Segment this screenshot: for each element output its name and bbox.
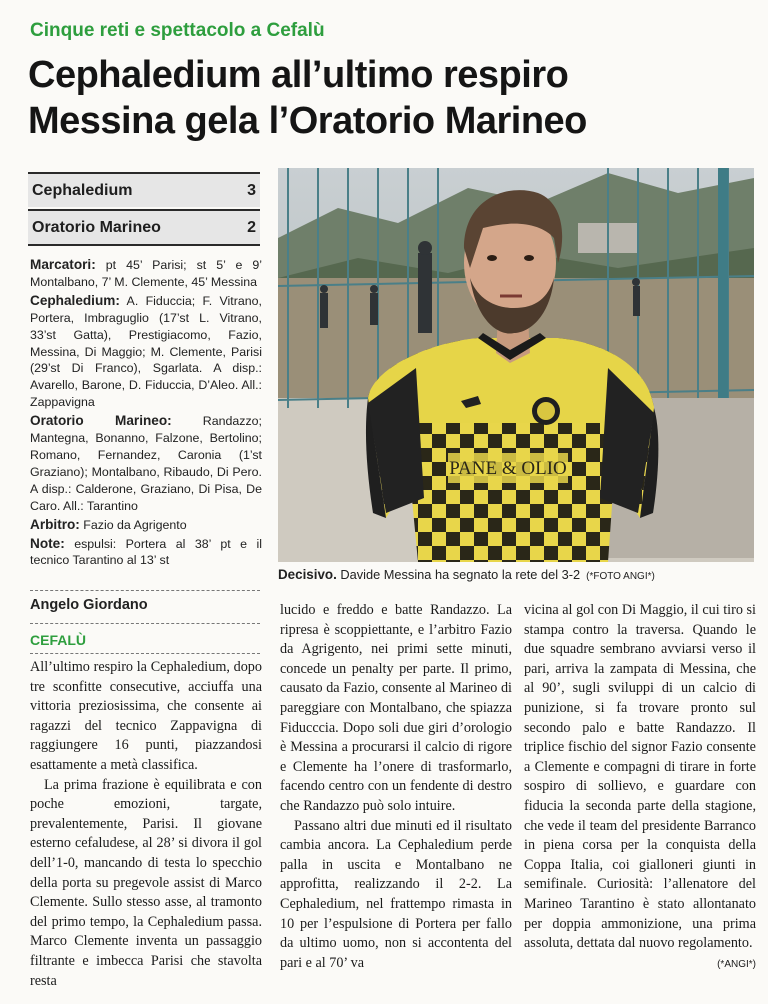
away-lineup-text: Randazzo; Mantegna, Bonanno, Falzone, Bertolino; Romano, Fernandez, Caronia (1’st Graziano); Montalbano, Ribaudo, Di Pero. A disp.: Calderone, Graziano, Di Pisa, De Caro. All.: Tarantino — [30, 414, 262, 513]
notes-text: espulsi: Portera al 38’ pt e il tecnico Tarantino al 13’ st — [30, 536, 262, 568]
divider — [30, 653, 260, 654]
paragraph: La prima frazione è equilibrata e con poche emozioni, targate, prevalentemente, Parisi. Il giovane esterno cefaludese, al 28’ si divora il gol dell’1-0, mancando di testa lo specchio della porta su pregevole assist di Marco Clemente. Sullo stesso asse, al tramonto del primo tempo, la Cephaledium passa. Marco Clemente inventa un passaggio filtrante e imbecca Parisi che stavolta resta — [30, 776, 262, 989]
referee-text: Fazio da Agrigento — [79, 517, 187, 532]
divider — [30, 590, 260, 591]
paragraph: vicina al gol con Di Maggio, il cui tiro si stampa contro la traversa. Quando le due squadre sembrano avviarsi verso il pari, arriva la zampata di Messina, che al 90’, sugli sviluppi di un calcio di punizione, si fa trovare pronto sul secondo palo e batte Randazzo. Il triplice fischio del signor Fazio consente a Clemente e compagni di tirare in forte sospiro di sollievo, e guardare con fiducia la seconda parte della stagione, che vede il team del presidente Barranco in piena corsa per la conquista della Coppa Italia, coi gialloneri giunti in semifinale. Curiosità: l’allenatore del Marineo Tarantino è stato allontanato per doppia ammonizione, una prima assoluta, dettata dal nuovo regolamento. — [524, 602, 756, 952]
notes-line — [30, 536, 262, 570]
article-column-1 — [30, 658, 262, 991]
divider — [30, 623, 260, 624]
article-kicker: Cinque reti e spettacolo a Cefalù — [30, 20, 325, 41]
score-row-home — [28, 172, 260, 207]
scorers-text: pt 45’ Parisi; st 5’ e 9’ Montalbano, 7’ M. Clemente, 45’ Messina — [30, 258, 262, 289]
scorers-line — [30, 257, 262, 291]
caption-text: Davide Messina ha segnato la rete del 3-2 — [336, 567, 581, 582]
scoreboard — [28, 172, 260, 248]
signoff-line — [524, 954, 756, 975]
article-column-2 — [280, 601, 512, 973]
match-report-box — [30, 257, 262, 571]
score-row-away — [28, 209, 260, 246]
paragraph: Passano altri due minuti ed il risultato cambia ancora. La Cephaledium perde palla in uscita e Montalbano ne approfitta, realizzando il 2-2. La Cephaledium, nel frattempo rimasta in 10 per l’espulsione di Portera per fallo da ultimo uomo, non si accontenta del pari e al 70’ va — [280, 817, 512, 971]
team-goals: 3 — [247, 181, 256, 199]
home-lineup-label: Cephaledium: — [30, 292, 120, 308]
team-name: Cephaledium — [32, 181, 133, 199]
author-signoff: (*ANGI*) — [717, 958, 756, 970]
dateline-place: CEFALÙ — [30, 632, 86, 648]
photo-caption — [278, 567, 754, 582]
headline-line-1: Cephaledium all’ultimo respiro — [28, 54, 569, 96]
article-headline — [28, 52, 758, 144]
team-name: Oratorio Marineo — [32, 218, 161, 236]
author-byline: Angelo Giordano — [30, 597, 148, 613]
home-lineup-text: A. Fiduccia; F. Vitrano, Portera, Imbraguglio (17’st L. Vitrano, 33’st Gatta), Prestigiacomo, Fazio, Messina, Di Maggio; M. Clemente, Parisi (29’st Di Franco), Sgarlata. A disp.: Avarello, Barone, D. Fiduccia, D’Aleo. All.: Zappavigna — [30, 293, 262, 410]
away-lineup-label: Oratorio Marineo: — [30, 413, 172, 429]
photo-illustration — [278, 168, 754, 562]
team-goals: 2 — [247, 218, 256, 236]
player-photo — [278, 168, 754, 562]
paragraph: All’ultimo respiro la Cephaledium, dopo tre sconfitte consecutive, acciuffa una vittoria preziosissima, che consente ai ragazzi del tecnico Zappavigna di raggiungere 16 punti, piazzandosi esattamente a metà classifica. — [30, 659, 262, 773]
away-lineup — [30, 413, 262, 514]
referee-line — [30, 517, 262, 534]
article-column-3 — [524, 601, 756, 974]
headline-line-2: Messina gela l’Oratorio Marineo — [28, 100, 587, 142]
referee-label: Arbitro: — [30, 516, 80, 532]
home-lineup — [30, 293, 262, 411]
caption-lead: Decisivo. — [278, 567, 337, 582]
paragraph: lucido e freddo e batte Randazzo. La ripresa è scoppiettante, e l’arbitro Fazio da Agrigento, nei primi sette minuti, concede un penalty per parte. Il primo, causato da Fazio, consente al Marineo di pareggiare con Montalbano, che spiazza Fiducccia. Dopo soli due giri d’orologio è Messina a procurarsi il calcio di rigore e Clemente ha l’onere di trasformarlo, facendo centro con un fendente di destro che Randazzo può solo intuire. — [280, 602, 512, 814]
photo-credit: (*FOTO ANGI*) — [586, 571, 655, 582]
scorers-label: Marcatori: — [30, 257, 96, 272]
jersey-sponsor: PANE & OLIO — [449, 458, 567, 479]
notes-label: Note: — [30, 535, 65, 551]
